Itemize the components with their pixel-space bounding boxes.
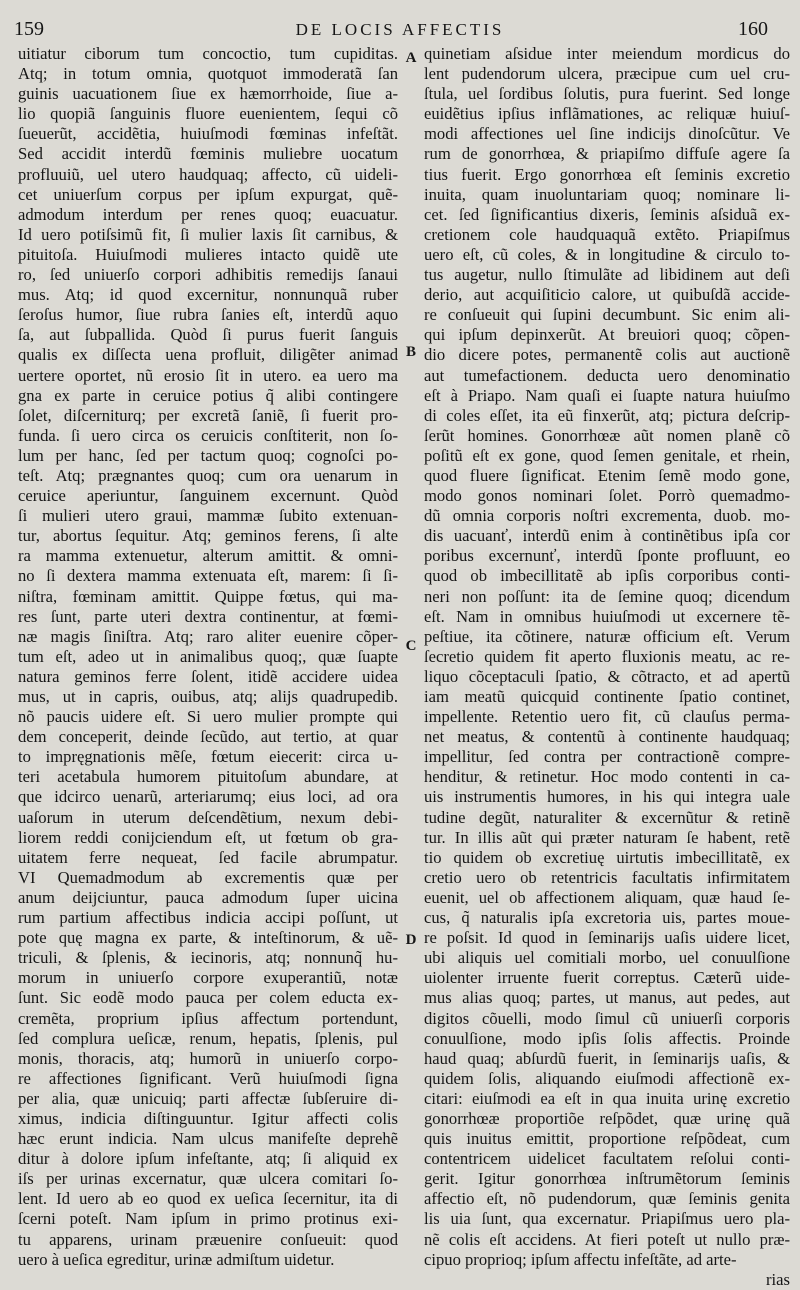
- text-line: qui ipſum depinxerũt. At breuiori quoq; cõpen-: [424, 325, 790, 345]
- text-line: ro, ſed uniuerſo corpori adhibitis remedijs ſanaui: [18, 265, 398, 285]
- text-line: no ſi dextera mamma extenuata eſt, marem: ſi ſi-: [18, 566, 398, 586]
- text-line: digitos cõuelli, modo ſimul cũ uniuerſi corporis: [424, 1008, 790, 1028]
- text-line: pote quę magna ex parte, & inteſtinorum, & uẽ-: [18, 928, 398, 948]
- right-column: [424, 44, 790, 1290]
- text-line: quis inuitus emittit, proportione reſpõdeat, cum: [424, 1129, 790, 1149]
- left-column: [18, 44, 398, 1270]
- text-line: quinetiam aſsidue inter meiendum mordicus do: [424, 44, 790, 63]
- text-line: eſt à Priapo. Nam quaſi ei ſuapte natura huiuſmo: [424, 385, 790, 405]
- text-line: re poſsit. Id quod in ſeminarijs uaſis uidere licet,: [424, 928, 790, 948]
- text-line: dis uacuanť, interdũ enim à continẽtibus ipſa cor: [424, 526, 790, 546]
- text-line: inuita, quam inuoluntariam quoq; nominare li-: [424, 184, 790, 204]
- text-line: modo gonos nominari ſolet. Porrò quemadmo-: [424, 486, 790, 506]
- text-line: liorem reddi conijciendum eſt, ut fœtum ob gra-: [18, 827, 398, 847]
- text-line: mus alias quoq; partes, ut manus, aut pedes, aut: [424, 988, 790, 1008]
- margin-letter-b: B: [405, 344, 416, 360]
- text-line: uis instrumentis humores, in his qui integra uale: [424, 787, 790, 807]
- text-line: uaſorum in uterum deſcendẽtium, nexum debi-: [18, 807, 398, 827]
- text-line: cretionem cole haudquaquã extẽto. Priapiſmus: [424, 224, 790, 244]
- text-line: guinis uacuationem ſiue ex hæmorrhoide, ſiue a-: [18, 84, 398, 104]
- text-line: eſt. Nam in omnibus huiuſmodi ut excernere tẽ-: [424, 606, 790, 626]
- text-line: cus, q̃ naturalis ipſa excretoria uis, partes moue-: [424, 908, 790, 928]
- text-line: næ magis ſiniſtra. Atq; raro aliter euenire cõper-: [18, 626, 398, 646]
- margin-letter-c: C: [405, 638, 417, 654]
- text-line: funda. ſi uero circa os ceruicis conſtiterit, non ſo-: [18, 425, 398, 445]
- text-line: dio dicere potes, permanentẽ colis aut auctionẽ: [424, 345, 790, 365]
- text-line: to impręgnationis mẽſe, fœtum eiecerit: circa u-: [18, 747, 398, 767]
- text-line: admodum interdum per renes quoq; euacuatur.: [18, 204, 398, 224]
- text-line: tio quidem ob excretiuę uirtutis imbecillitatẽ, ex: [424, 847, 790, 867]
- text-line: euenit, uel ob affectionem aliquam, quæ haud ſe-: [424, 887, 790, 907]
- text-line: quidem ſolis, aliquando eiuſmodi affectionẽ ex-: [424, 1068, 790, 1088]
- margin-letter-a: A: [405, 50, 417, 66]
- text-line: lent. Id uero ab eo quod ex ueſica ſecernitur, ita di: [18, 1189, 398, 1209]
- catchword: rias: [766, 1269, 790, 1289]
- text-line: cremẽta, proprium ipſius affectum portendunt,: [18, 1008, 398, 1028]
- text-line: Id uero potiſsimũ fit, ſi mulier laxis ſit carnibus, &: [18, 224, 398, 244]
- text-line: monis, thoracis, atq; humorũ in uniuerſo corpo-: [18, 1048, 398, 1068]
- text-line: niſtra, fœminam amittit. Quippe fœtus, qui ma-: [18, 586, 398, 606]
- text-line: quod fluere ſignificat. Etenim ſemẽ modo gone,: [424, 465, 790, 485]
- text-line: modi affectiones uel ſine indicijs dinoſcũtur. Ve: [424, 124, 790, 144]
- text-line: pituitoſa. Huiuſmodi mulieres intacto quidẽ ute: [18, 244, 398, 264]
- text-line: ſunt. Sic eodẽ modo pauca per colem educta ex-: [18, 988, 398, 1008]
- text-line: natura geminos ferre ſolent, itidẽ accidere uidea: [18, 666, 398, 686]
- text-line: cretio uero ob retentricis facultatis infirmitatem: [424, 867, 790, 887]
- text-line: ditur à dolore ipſum infeſtante, atq; ſi aliquid ex: [18, 1149, 398, 1169]
- text-line: profluuiũ, uel utero haudquaq; affecto, cũ uideli-: [18, 164, 398, 184]
- text-line: iſs per urinas excernatur, quæ ulcera comitari ſo-: [18, 1169, 398, 1189]
- text-line: lis uia ſunt, qua excernatur. Priapiſmus uero pla-: [424, 1209, 790, 1229]
- text-line: tum eſt, adeo ut in animalibus quoq;, quæ ſuapte: [18, 646, 398, 666]
- text-line: re conſueuit qui ſupini decumbunt. Sic enim ali-: [424, 305, 790, 325]
- text-line: uero eſt, cũ coles, & in longitudine & circulo to-: [424, 244, 790, 264]
- text-line: tur. In illis aũt qui præter naturam ſe habent, retẽ: [424, 827, 790, 847]
- text-line: peſtiue, ita cõtinere, naturæ officium eſt. Verum: [424, 626, 790, 646]
- text-line: quod ob imbecillitatẽ ab ipſis corporibus conti-: [424, 566, 790, 586]
- text-line: Sed accidit interdũ fœminis muliebre uocatum: [18, 144, 398, 164]
- text-line: ra mamma extenuetur, alterum amittit. & omni-: [18, 546, 398, 566]
- text-line: ſeroſus humor, ſiue rubra ſanies eſt, interdũ aquo: [18, 305, 398, 325]
- text-line: tudine degũt, naturaliter & excernũtur & retinẽ: [424, 807, 790, 827]
- text-line: uitatem ferre nequeat, ſed facile abrumpatur.: [18, 847, 398, 867]
- text-line: poribus excernunť, interdũ ſponte profluunt, eo: [424, 546, 790, 566]
- text-line: liquo cõceptaculi ſpatio, & cõtracto, et ad apertũ: [424, 666, 790, 686]
- text-line: uiolenter irruente fuerit correptus. Cæterũ uide-: [424, 968, 790, 988]
- text-line: citari: eiuſmodi ea eſt in qua inuita urinę excretio: [424, 1088, 790, 1108]
- text-line: aut tumefactionem. deducta uero denominatio: [424, 365, 790, 385]
- text-line: ceruice aperiuntur, ſanguinem excernunt. Quòd: [18, 486, 398, 506]
- text-line: impellitur, ſed contra per contractionẽ compre-: [424, 747, 790, 767]
- text-line: gna ex parte in ceruice potius q̃ alibi contingere: [18, 385, 398, 405]
- text-line: dũ omnia corporis noſtri excrementa, duob. mo-: [424, 506, 790, 526]
- text-line: di coles eſſet, ita eũ finxerũt, atq; pictura deſcrip-: [424, 405, 790, 425]
- text-line: ſcerni poteſt. Nam ipſum in primo protinus exi-: [18, 1209, 398, 1229]
- text-line: uitiatur ciborum tum concoctio, tum cupiditas.: [18, 44, 398, 63]
- text-line: re affectiones ſignificant. Verũ huiuſmodi ſigna: [18, 1068, 398, 1088]
- text-line: ſecretio quidem fit aperto fluxionis meatu, ac re-: [424, 646, 790, 666]
- text-line: res ſunt, parte uteri dextra continentur, at fœmi-: [18, 606, 398, 626]
- text-line: mus. Atq; id quod excernitur, nonnunquã ruber: [18, 285, 398, 305]
- text-line: tus augetur, nullo ſtimulãte ad libidinem aut deſi: [424, 265, 790, 285]
- text-line: euidẽtius ipſius inflãmationes, ac reliquæ huiuſ-: [424, 104, 790, 124]
- margin-letter-d: D: [405, 932, 417, 948]
- text-line: lum per hanc, ſed per tactum quoq; cognoſci po-: [18, 445, 398, 465]
- text-line: iam meatũ quicquid continente ſpatio continet,: [424, 687, 790, 706]
- text-line: derio, aut acquiſiticio calore, ut quibuſdã accide-: [424, 285, 790, 305]
- text-line: ximus, indicia diſtinguuntur. Igitur affecti colis: [18, 1108, 398, 1128]
- text-line: ſerũt homines. Gonorrhœæ aũt nomen planẽ cõ: [424, 425, 790, 445]
- text-line: mus, ut in capris, ouibus, atq; alijs quadrupedib.: [18, 687, 398, 706]
- page-number-left: 159: [14, 18, 44, 40]
- text-line: nẽ colis eſt accidens. At fieri poteſt ut nullo præ-: [424, 1229, 790, 1249]
- text-line: per alia, quæ unicuiq; parti affectæ ſubſeruire di-: [18, 1088, 398, 1108]
- text-line: ubi aliquis uel comitiali morbo, uel conuulſione: [424, 948, 790, 968]
- text-line: poſitũ eſt ex gone, quod ſemen genitale, et rhein,: [424, 445, 790, 465]
- text-line: nõ paucis uidere eſt. Si uero mulier prompte qui: [18, 707, 398, 727]
- text-line: tur, abortus ſequitur. Atq; geminos ferens, ſi alte: [18, 526, 398, 546]
- text-line: contentricem uidelicet facultatem reſolui conti-: [424, 1149, 790, 1169]
- text-line: Atq; in totum omnia, quotquot immoderatã ſan: [18, 64, 398, 84]
- text-line: cet uniuerſum corpus per ipſum expurgat, quẽ-: [18, 184, 398, 204]
- text-line: lent pudendorum ulcera, præcipue cum uel cru-: [424, 64, 790, 84]
- text-line: hæc erunt indicia. Nam ulcus manifeſte deprehẽ: [18, 1129, 398, 1149]
- text-line: teſt. Atq; prægnantes quoq; cum ora uenarum in: [18, 465, 398, 485]
- text-line: cipuo proprioq; ipſum affectu infeſtãte, ad arte-: [424, 1249, 737, 1269]
- text-line: VI Quemadmodum ab excrementis quæ per: [18, 867, 398, 887]
- text-line: ſolet, diſcerniturq; per excretã ſaniẽ, ſi fuerit pro-: [18, 405, 398, 425]
- page-number-right: 160: [738, 18, 768, 40]
- text-line: gonorrhœæ proportiõe reſpõdet, quæ urinę quã: [424, 1108, 790, 1128]
- text-line: tu apparens, urinam præuenire conſueuit: quod: [18, 1229, 398, 1249]
- text-line: ſa, aut ſubpallida. Quòd ſi purus fuerit ſanguis: [18, 325, 398, 345]
- text-line: teri acetabula humorem pituitoſum abundare, at: [18, 767, 398, 787]
- text-line: gerit. Igitur gonorrhœa inſtrumẽtorum ſeminis: [424, 1169, 790, 1189]
- text-line: neri non poſſunt: ita de ſemine quoq; dicendum: [424, 586, 790, 606]
- text-line: affectio eſt, nõ pudendorum, quæ ſeminis genita: [424, 1189, 790, 1209]
- text-line: uertere oportet, nũ erosio ſit in utero. ea uero ma: [18, 365, 398, 385]
- text-line: haud quaq; abſurdũ fuerit, in ſeminarijs uaſis, &: [424, 1048, 790, 1068]
- text-line: dem conceperit, deinde ſecũdo, aut tertio, at quar: [18, 727, 398, 747]
- text-line: tius fuerit. Ergo gonorrhœa eſt ſeminis excretio: [424, 164, 790, 184]
- text-line: rum de gonorrhœa, & priapiſmo diffuſe agere ſa: [424, 144, 790, 164]
- text-line: ſed complura ueſicæ, renum, hepatis, ſplenis, pul: [18, 1028, 398, 1048]
- text-line: que idcirco uenarũ, arteriarumq; eius loci, ad ora: [18, 787, 398, 807]
- running-title: DE LOCIS AFFECTIS: [295, 20, 505, 39]
- text-line: rum partium affectibus indicia accipi poſſunt, ut: [18, 908, 398, 928]
- text-line: henditur, & retinetur. Hoc modo contenti in ca-: [424, 767, 790, 787]
- running-head: [0, 12, 800, 42]
- text-line: ſi mulieri utero graui, mammæ ſubito extenuan-: [18, 506, 398, 526]
- text-line: ſueuerũt, accidẽtia, huiuſmodi fœminas infeſtãt.: [18, 124, 398, 144]
- text-line: net meatus, & contentũ à continente haudquaq;: [424, 727, 790, 747]
- text-line: lio quopiã ſanguinis fluore euenientem, ſequi cõ: [18, 104, 398, 124]
- text-line: triculi, & ſplenis, & iecinoris, atq; nonnunq̃ hu-: [18, 948, 398, 968]
- text-line: ſtula, uel ſordibus ſolutis, pura fuerint. Sed longe: [424, 84, 790, 104]
- text-line: anum deijciuntur, pauca admodum ſuper uicina: [18, 887, 398, 907]
- text-line: impellente. Retentio uero fit, cũ clauſus perma-: [424, 707, 790, 727]
- text-line: cet. ſed ſignificantius dixeris, ſeminis aſsiduã ex-: [424, 204, 790, 224]
- text-line: qualis ex diſſecta uena profluit, diligẽter animad: [18, 345, 398, 365]
- text-line: conuulſione, modo ipſis ſolis affectis. Proinde: [424, 1028, 790, 1048]
- text-line: uero à ueſica egreditur, urinæ admiſtum uidetur.: [18, 1249, 335, 1269]
- text-line: morum in uniuerſo corpore exuperantiũ, notæ: [18, 968, 398, 988]
